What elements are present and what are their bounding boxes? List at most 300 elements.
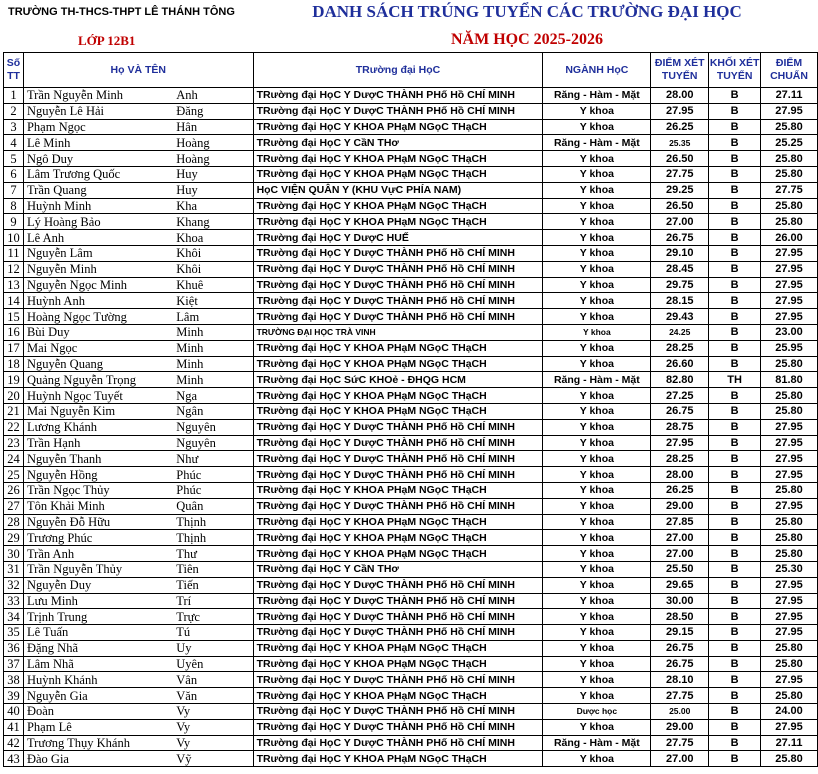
cell-stt: 15	[4, 309, 24, 325]
school-name: TRƯỜNG TH-THCS-THPT LÊ THÁNH TÔNG	[8, 6, 235, 18]
cell-last-middle-name: Mai Nguyễn Kim	[23, 403, 168, 419]
cell-university: TRường đại HọC Y CầN THơ	[253, 561, 543, 577]
table-row	[4, 198, 818, 214]
cell-first-name: Minh	[168, 372, 253, 388]
cell-score: 29.65	[651, 577, 709, 593]
cell-stt: 28	[4, 514, 24, 530]
document-title: DANH SÁCH TRÚNG TUYỂN CÁC TRƯỜNG ĐẠI HỌC	[312, 2, 742, 21]
cell-score: 28.75	[651, 419, 709, 435]
cell-stt: 20	[4, 388, 24, 404]
cell-university: TRường đại HọC Y DượC THÀNH PHố Hồ CHÍ MINH	[253, 719, 543, 735]
cell-cutoff: 25.80	[761, 166, 818, 182]
cell-block: B	[709, 261, 761, 277]
cell-first-name: Lâm	[168, 309, 253, 325]
table-row	[4, 751, 818, 767]
cell-cutoff: 25.80	[761, 356, 818, 372]
cell-last-middle-name: Trương Phúc	[23, 530, 168, 546]
cell-last-middle-name: Trương Thụy Khánh	[23, 735, 168, 751]
table-row	[4, 482, 818, 498]
cell-university: TRường đại HọC Y DượC THÀNH PHố Hồ CHÍ MINH	[253, 467, 543, 483]
cell-block: B	[709, 467, 761, 483]
cell-score: 30.00	[651, 593, 709, 609]
cell-first-name: Tú	[168, 625, 253, 641]
cell-university: TRường đại HọC SứC KHOẻ - ĐHQG HCM	[253, 372, 543, 388]
cell-stt: 16	[4, 324, 24, 340]
cell-cutoff: 25.80	[761, 151, 818, 167]
cell-cutoff: 27.95	[761, 435, 818, 451]
cell-last-middle-name: Nguyễn Quang	[23, 356, 168, 372]
cell-major: Y khoa	[543, 609, 651, 625]
cell-block: B	[709, 577, 761, 593]
cell-first-name: Anh	[168, 88, 253, 104]
cell-major: Y khoa	[543, 403, 651, 419]
cell-university: TRường đại HọC Y KHOA PHạM NGọC THạCH	[253, 388, 543, 404]
cell-stt: 3	[4, 119, 24, 135]
cell-stt: 37	[4, 656, 24, 672]
cell-last-middle-name: Lâm Trương Quốc	[23, 166, 168, 182]
cell-major: Dược học	[543, 704, 651, 720]
cell-major: Y khoa	[543, 672, 651, 688]
table-row	[4, 403, 818, 419]
col-header-cutoff: ĐIỂM CHUẨN	[761, 53, 818, 88]
table-row	[4, 166, 818, 182]
cell-stt: 13	[4, 277, 24, 293]
cell-score: 27.25	[651, 388, 709, 404]
cell-first-name: Quân	[168, 498, 253, 514]
cell-major: Y khoa	[543, 530, 651, 546]
cell-cutoff: 27.95	[761, 467, 818, 483]
cell-university: TRường đại HọC Y KHOA PHạM NGọC THạCH	[253, 214, 543, 230]
table-row	[4, 151, 818, 167]
table-row	[4, 546, 818, 562]
cell-major: Y khoa	[543, 751, 651, 767]
cell-major: Y khoa	[543, 198, 651, 214]
cell-cutoff: 25.80	[761, 546, 818, 562]
cell-first-name: Uyên	[168, 656, 253, 672]
cell-university: TRường đại HọC Y DượC THÀNH PHố Hồ CHÍ MINH	[253, 577, 543, 593]
cell-last-middle-name: Lý Hoàng Bảo	[23, 214, 168, 230]
cell-university: TRường đại HọC Y DượC THÀNH PHố Hồ CHÍ MINH	[253, 293, 543, 309]
cell-block: B	[709, 704, 761, 720]
cell-university: TRường đại HọC Y DượC THÀNH PHố Hồ CHÍ MINH	[253, 277, 543, 293]
cell-block: B	[709, 340, 761, 356]
table-row	[4, 656, 818, 672]
cell-major: Y khoa	[543, 324, 651, 340]
cell-first-name: Huy	[168, 166, 253, 182]
cell-cutoff: 27.75	[761, 182, 818, 198]
cell-score: 28.00	[651, 88, 709, 104]
cell-score: 27.75	[651, 735, 709, 751]
cell-last-middle-name: Lưu Minh	[23, 593, 168, 609]
cell-major: Y khoa	[543, 514, 651, 530]
cell-block: B	[709, 451, 761, 467]
cell-score: 28.25	[651, 451, 709, 467]
cell-last-middle-name: Phạm Ngọc	[23, 119, 168, 135]
cell-first-name: Hoàng	[168, 151, 253, 167]
cell-stt: 43	[4, 751, 24, 767]
cell-last-middle-name: Nguyễn Hồng	[23, 467, 168, 483]
cell-university: TRường đại HọC Y DượC THÀNH PHố Hồ CHÍ MINH	[253, 419, 543, 435]
cell-stt: 10	[4, 230, 24, 246]
cell-block: B	[709, 561, 761, 577]
cell-score: 28.45	[651, 261, 709, 277]
table-row	[4, 719, 818, 735]
cell-university: TRường đại HọC Y DượC THÀNH PHố Hồ CHÍ MINH	[253, 245, 543, 261]
cell-university: TRường đại HọC Y DượC THÀNH PHố Hồ CHÍ MINH	[253, 261, 543, 277]
cell-major: Y khoa	[543, 719, 651, 735]
cell-stt: 1	[4, 88, 24, 104]
table-row	[4, 419, 818, 435]
cell-block: B	[709, 530, 761, 546]
cell-block: B	[709, 751, 761, 767]
cell-score: 28.00	[651, 467, 709, 483]
cell-block: B	[709, 672, 761, 688]
cell-stt: 8	[4, 198, 24, 214]
cell-block: B	[709, 688, 761, 704]
table-row	[4, 309, 818, 325]
cell-block: B	[709, 324, 761, 340]
cell-last-middle-name: Mai Ngọc	[23, 340, 168, 356]
cell-last-middle-name: Đào Gia	[23, 751, 168, 767]
cell-block: B	[709, 230, 761, 246]
cell-cutoff: 25.80	[761, 214, 818, 230]
cell-university: TRường đại HọC Y KHOA PHạM NGọC THạCH	[253, 198, 543, 214]
cell-last-middle-name: Huỳnh Anh	[23, 293, 168, 309]
cell-university: TRường đại HọC Y KHOA PHạM NGọC THạCH	[253, 546, 543, 562]
cell-stt: 17	[4, 340, 24, 356]
cell-cutoff: 23.00	[761, 324, 818, 340]
cell-last-middle-name: Đoàn	[23, 704, 168, 720]
table-row	[4, 530, 818, 546]
cell-university: TRường đại HọC Y DượC THÀNH PHố Hồ CHÍ MINH	[253, 625, 543, 641]
table-row	[4, 119, 818, 135]
cell-first-name: Khôi	[168, 245, 253, 261]
cell-university: TRường đại HọC Y DượC THÀNH PHố Hồ CHÍ MINH	[253, 593, 543, 609]
cell-stt: 6	[4, 166, 24, 182]
cell-stt: 12	[4, 261, 24, 277]
cell-cutoff: 25.80	[761, 514, 818, 530]
cell-score: 29.25	[651, 182, 709, 198]
cell-cutoff: 27.95	[761, 719, 818, 735]
cell-stt: 18	[4, 356, 24, 372]
cell-last-middle-name: Nguyễn Ngọc Minh	[23, 277, 168, 293]
table-row	[4, 245, 818, 261]
cell-first-name: Vân	[168, 672, 253, 688]
table-row	[4, 230, 818, 246]
cell-last-middle-name: Tôn Khải Minh	[23, 498, 168, 514]
cell-last-middle-name: Nguyễn Lê Hải	[23, 103, 168, 119]
col-header-major: NGÀNH HọC	[543, 53, 651, 88]
cell-score: 26.50	[651, 198, 709, 214]
col-header-block: KHỐI XÉT TUYỂN	[709, 53, 761, 88]
cell-last-middle-name: Trần Quang	[23, 182, 168, 198]
cell-block: B	[709, 88, 761, 104]
cell-score: 27.95	[651, 435, 709, 451]
table-row	[4, 704, 818, 720]
cell-university: TRường đại HọC Y CầN THơ	[253, 135, 543, 151]
table-body	[4, 88, 818, 767]
cell-first-name: Đăng	[168, 103, 253, 119]
cell-cutoff: 25.80	[761, 403, 818, 419]
cell-stt: 32	[4, 577, 24, 593]
table-row	[4, 135, 818, 151]
table-row	[4, 498, 818, 514]
cell-stt: 27	[4, 498, 24, 514]
cell-university: TRường đại HọC Y DượC THÀNH PHố Hồ CHÍ MINH	[253, 88, 543, 104]
cell-first-name: Minh	[168, 324, 253, 340]
cell-block: B	[709, 277, 761, 293]
cell-cutoff: 25.80	[761, 530, 818, 546]
cell-university: TRường đại HọC Y KHOA PHạM NGọC THạCH	[253, 119, 543, 135]
cell-block: B	[709, 656, 761, 672]
cell-major: Y khoa	[543, 625, 651, 641]
cell-first-name: Phúc	[168, 482, 253, 498]
cell-block: B	[709, 388, 761, 404]
cell-university: TRường đại HọC Y DượC THÀNH PHố Hồ CHÍ MINH	[253, 609, 543, 625]
cell-stt: 19	[4, 372, 24, 388]
cell-major: Y khoa	[543, 119, 651, 135]
cell-first-name: Kiệt	[168, 293, 253, 309]
cell-first-name: Văn	[168, 688, 253, 704]
cell-major: Y khoa	[543, 640, 651, 656]
cell-last-middle-name: Hoàng Ngọc Tường	[23, 309, 168, 325]
cell-first-name: Ngân	[168, 403, 253, 419]
cell-stt: 41	[4, 719, 24, 735]
cell-score: 27.75	[651, 166, 709, 182]
admission-table	[3, 52, 818, 767]
cell-university: HọC VIỆN QUÂN Y (KHU VựC PHÍA NAM)	[253, 182, 543, 198]
cell-stt: 4	[4, 135, 24, 151]
cell-last-middle-name: Nguyễn Minh	[23, 261, 168, 277]
cell-last-middle-name: Trần Ngọc Thủy	[23, 482, 168, 498]
table-row	[4, 88, 818, 104]
cell-block: B	[709, 609, 761, 625]
cell-last-middle-name: Lê Tuấn	[23, 625, 168, 641]
cell-university: TRƯỜNG ĐẠI HỌC TRÀ VINH	[253, 324, 543, 340]
cell-score: 27.75	[651, 688, 709, 704]
cell-major: Y khoa	[543, 419, 651, 435]
cell-major: Y khoa	[543, 103, 651, 119]
cell-block: B	[709, 214, 761, 230]
cell-score: 26.25	[651, 482, 709, 498]
cell-score: 29.75	[651, 277, 709, 293]
cell-major: Y khoa	[543, 340, 651, 356]
cell-major: Y khoa	[543, 546, 651, 562]
table-row	[4, 467, 818, 483]
cell-block: B	[709, 151, 761, 167]
cell-cutoff: 27.95	[761, 577, 818, 593]
cell-score: 29.10	[651, 245, 709, 261]
col-header-school: TRường đại HọC	[253, 53, 543, 88]
cell-last-middle-name: Trần Nguyễn Thủy	[23, 561, 168, 577]
cell-stt: 31	[4, 561, 24, 577]
cell-score: 26.75	[651, 230, 709, 246]
table-row	[4, 277, 818, 293]
cell-cutoff: 25.80	[761, 119, 818, 135]
cell-block: B	[709, 293, 761, 309]
cell-stt: 38	[4, 672, 24, 688]
cell-major: Y khoa	[543, 467, 651, 483]
cell-last-middle-name: Lương Khánh	[23, 419, 168, 435]
cell-cutoff: 27.95	[761, 451, 818, 467]
cell-university: TRường đại HọC Y KHOA PHạM NGọC THạCH	[253, 751, 543, 767]
table-row	[4, 640, 818, 656]
cell-last-middle-name: Đặng Nhã	[23, 640, 168, 656]
cell-stt: 26	[4, 482, 24, 498]
cell-score: 27.00	[651, 214, 709, 230]
cell-last-middle-name: Nguyễn Đỗ Hữu	[23, 514, 168, 530]
table-row	[4, 593, 818, 609]
cell-score: 26.75	[651, 656, 709, 672]
table-row	[4, 340, 818, 356]
cell-stt: 22	[4, 419, 24, 435]
cell-cutoff: 27.95	[761, 498, 818, 514]
cell-stt: 25	[4, 467, 24, 483]
table-row	[4, 214, 818, 230]
cell-cutoff: 27.95	[761, 609, 818, 625]
cell-last-middle-name: Quảng Nguyễn Trọng	[23, 372, 168, 388]
cell-first-name: Khoa	[168, 230, 253, 246]
cell-block: B	[709, 119, 761, 135]
cell-first-name: Minh	[168, 356, 253, 372]
cell-first-name: Phúc	[168, 467, 253, 483]
cell-major: Y khoa	[543, 451, 651, 467]
col-header-name: Họ VÀ TÊN	[23, 53, 253, 88]
cell-university: TRường đại HọC Y DượC HUẾ	[253, 230, 543, 246]
cell-cutoff: 25.80	[761, 482, 818, 498]
cell-block: B	[709, 735, 761, 751]
cell-major: Y khoa	[543, 245, 651, 261]
cell-cutoff: 27.95	[761, 593, 818, 609]
cell-cutoff: 27.95	[761, 419, 818, 435]
cell-stt: 21	[4, 403, 24, 419]
cell-university: TRường đại HọC Y KHOA PHạM NGọC THạCH	[253, 640, 543, 656]
table-row	[4, 735, 818, 751]
table-row	[4, 577, 818, 593]
cell-score: 28.10	[651, 672, 709, 688]
cell-first-name: Trực	[168, 609, 253, 625]
table-row	[4, 625, 818, 641]
cell-cutoff: 27.95	[761, 277, 818, 293]
cell-stt: 2	[4, 103, 24, 119]
cell-university: TRường đại HọC Y DượC THÀNH PHố Hồ CHÍ MINH	[253, 435, 543, 451]
cell-first-name: Kha	[168, 198, 253, 214]
cell-cutoff: 27.95	[761, 103, 818, 119]
cell-score: 28.15	[651, 293, 709, 309]
cell-stt: 9	[4, 214, 24, 230]
cell-major: Răng - Hàm - Mặt	[543, 135, 651, 151]
cell-score: 25.00	[651, 704, 709, 720]
cell-stt: 24	[4, 451, 24, 467]
cell-last-middle-name: Huỳnh Khánh	[23, 672, 168, 688]
cell-major: Y khoa	[543, 151, 651, 167]
cell-last-middle-name: Nguyễn Thanh	[23, 451, 168, 467]
col-header-score: ĐIỂM XÉT TUYỂN	[651, 53, 709, 88]
table-row	[4, 372, 818, 388]
cell-university: TRường đại HọC Y DượC THÀNH PHố Hồ CHÍ MINH	[253, 735, 543, 751]
cell-stt: 23	[4, 435, 24, 451]
cell-last-middle-name: Huỳnh Minh	[23, 198, 168, 214]
cell-university: TRường đại HọC Y KHOA PHạM NGọC THạCH	[253, 482, 543, 498]
cell-major: Y khoa	[543, 214, 651, 230]
cell-major: Y khoa	[543, 435, 651, 451]
cell-cutoff: 25.95	[761, 340, 818, 356]
cell-cutoff: 27.95	[761, 672, 818, 688]
cell-cutoff: 26.00	[761, 230, 818, 246]
cell-last-middle-name: Ngô Duy	[23, 151, 168, 167]
cell-major: Y khoa	[543, 261, 651, 277]
cell-last-middle-name: Nguyễn Lâm	[23, 245, 168, 261]
cell-cutoff: 25.30	[761, 561, 818, 577]
cell-cutoff: 27.11	[761, 735, 818, 751]
cell-major: Y khoa	[543, 498, 651, 514]
cell-first-name: Vỹ	[168, 751, 253, 767]
cell-stt: 5	[4, 151, 24, 167]
cell-first-name: Tiến	[168, 577, 253, 593]
cell-stt: 33	[4, 593, 24, 609]
cell-block: B	[709, 482, 761, 498]
school-year: NĂM HỌC 2025-2026	[451, 31, 603, 48]
cell-stt: 40	[4, 704, 24, 720]
cell-block: B	[709, 198, 761, 214]
cell-university: TRường đại HọC Y DượC THÀNH PHố Hồ CHÍ MINH	[253, 103, 543, 119]
cell-stt: 11	[4, 245, 24, 261]
cell-score: 26.75	[651, 640, 709, 656]
cell-major: Y khoa	[543, 593, 651, 609]
cell-university: TRường đại HọC Y KHOA PHạM NGọC THạCH	[253, 514, 543, 530]
cell-major: Y khoa	[543, 230, 651, 246]
cell-block: B	[709, 625, 761, 641]
cell-stt: 42	[4, 735, 24, 751]
cell-major: Răng - Hàm - Mặt	[543, 88, 651, 104]
cell-score: 28.50	[651, 609, 709, 625]
cell-cutoff: 25.80	[761, 656, 818, 672]
cell-major: Răng - Hàm - Mặt	[543, 372, 651, 388]
cell-major: Y khoa	[543, 561, 651, 577]
cell-block: B	[709, 309, 761, 325]
cell-university: TRường đại HọC Y DượC THÀNH PHố Hồ CHÍ MINH	[253, 309, 543, 325]
table-row	[4, 324, 818, 340]
cell-cutoff: 27.95	[761, 625, 818, 641]
cell-first-name: Khang	[168, 214, 253, 230]
cell-stt: 34	[4, 609, 24, 625]
cell-block: B	[709, 245, 761, 261]
cell-major: Y khoa	[543, 577, 651, 593]
cell-major: Y khoa	[543, 688, 651, 704]
cell-first-name: Nguyên	[168, 435, 253, 451]
table-row	[4, 182, 818, 198]
table-row	[4, 514, 818, 530]
document-header	[0, 0, 818, 52]
cell-cutoff: 27.95	[761, 309, 818, 325]
cell-cutoff: 27.95	[761, 293, 818, 309]
cell-university: TRường đại HọC Y KHOA PHạM NGọC THạCH	[253, 530, 543, 546]
cell-first-name: Như	[168, 451, 253, 467]
cell-university: TRường đại HọC Y KHOA PHạM NGọC THạCH	[253, 403, 543, 419]
cell-score: 29.00	[651, 498, 709, 514]
cell-last-middle-name: Nguyễn Gia	[23, 688, 168, 704]
cell-cutoff: 24.00	[761, 704, 818, 720]
cell-score: 26.25	[651, 119, 709, 135]
cell-major: Răng - Hàm - Mặt	[543, 735, 651, 751]
cell-block: B	[709, 546, 761, 562]
cell-cutoff: 25.80	[761, 688, 818, 704]
cell-first-name: Hân	[168, 119, 253, 135]
cell-first-name: Khôi	[168, 261, 253, 277]
cell-university: TRường đại HọC Y KHOA PHạM NGọC THạCH	[253, 356, 543, 372]
cell-block: B	[709, 593, 761, 609]
cell-first-name: Thư	[168, 546, 253, 562]
